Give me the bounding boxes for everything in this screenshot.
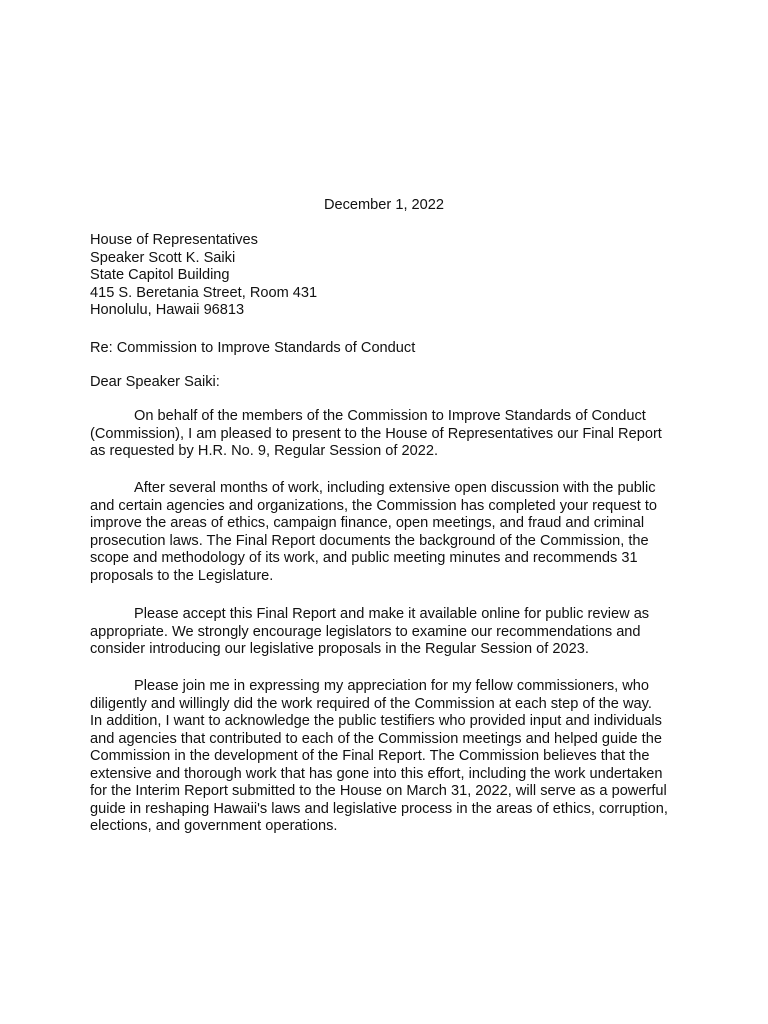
paragraph-line: scope and methodology of its work, and public meeting minutes and recommends 31 <box>90 550 638 566</box>
body-paragraph <box>90 480 700 585</box>
salutation: Dear Speaker Saiki: <box>90 374 220 390</box>
paragraph-line: consider introducing our legislative proposals in the Regular Session of 2023. <box>90 641 589 657</box>
paragraph-line: guide in reshaping Hawaii's laws and legislative process in the areas of ethics, corruption, <box>90 800 668 817</box>
address-line: Speaker Scott K. Saiki <box>90 249 236 266</box>
paragraph-line: and certain agencies and organizations, the Commission has completed your request to <box>90 497 658 514</box>
body-paragraph <box>90 678 700 836</box>
address-line: State Capitol Building <box>90 267 230 284</box>
letter-date: December 1, 2022 <box>323 197 445 213</box>
body-paragraph <box>90 408 700 461</box>
paragraph-line: improve the areas of ethics, campaign finance, open meetings, and fraud and criminal <box>90 515 645 531</box>
paragraph-line: Commission in the development of the Final Report. The Commission believes that the <box>90 748 650 764</box>
body-paragraph <box>90 606 700 659</box>
paragraph-line: extensive and thorough work that has gone into this effort, including the work undertaken <box>90 765 663 782</box>
paragraph-line: Please join me in expressing my appreciation for my fellow commissioners, who <box>134 678 650 694</box>
paragraph-line: On behalf of the members of the Commission to Improve Standards of Conduct <box>134 408 646 424</box>
paragraph-line: as requested by H.R. No. 9, Regular Session of 2022. <box>90 443 439 459</box>
paragraph-line: appropriate. We strongly encourage legislators to examine our recommendations and <box>90 623 641 640</box>
paragraph-line: for the Interim Report submitted to the House on March 31, 2022, will serve as a powerful <box>90 783 667 799</box>
paragraph-line: diligently and willingly did the work required of the Commission at each step of the way. <box>90 695 652 712</box>
paragraph-line: and agencies that contributed to each of the Commission meetings and helped guide the <box>90 730 662 747</box>
paragraph-line: proposals to the Legislature. <box>90 567 274 584</box>
address-line: 415 S. Beretania Street, Room 431 <box>90 284 318 301</box>
recipient-address <box>90 232 317 320</box>
address-line: Honolulu, Hawaii 96813 <box>90 302 245 319</box>
paragraph-line: Please accept this Final Report and make it available online for public review as <box>134 606 650 622</box>
paragraph-line: (Commission), I am pleased to present to the House of Representatives our Final Report <box>90 425 662 442</box>
address-line: House of Representatives <box>90 232 258 248</box>
paragraph-line: elections, and government operations. <box>90 818 338 834</box>
paragraph-line: prosecution laws. The Final Report documents the background of the Commission, the <box>90 532 649 549</box>
paragraph-line: In addition, I want to acknowledge the public testifiers who provided input and individuals <box>90 713 662 729</box>
subject-line: Re: Commission to Improve Standards of Conduct <box>90 340 416 356</box>
paragraph-line: After several months of work, including extensive open discussion with the public <box>134 480 656 496</box>
